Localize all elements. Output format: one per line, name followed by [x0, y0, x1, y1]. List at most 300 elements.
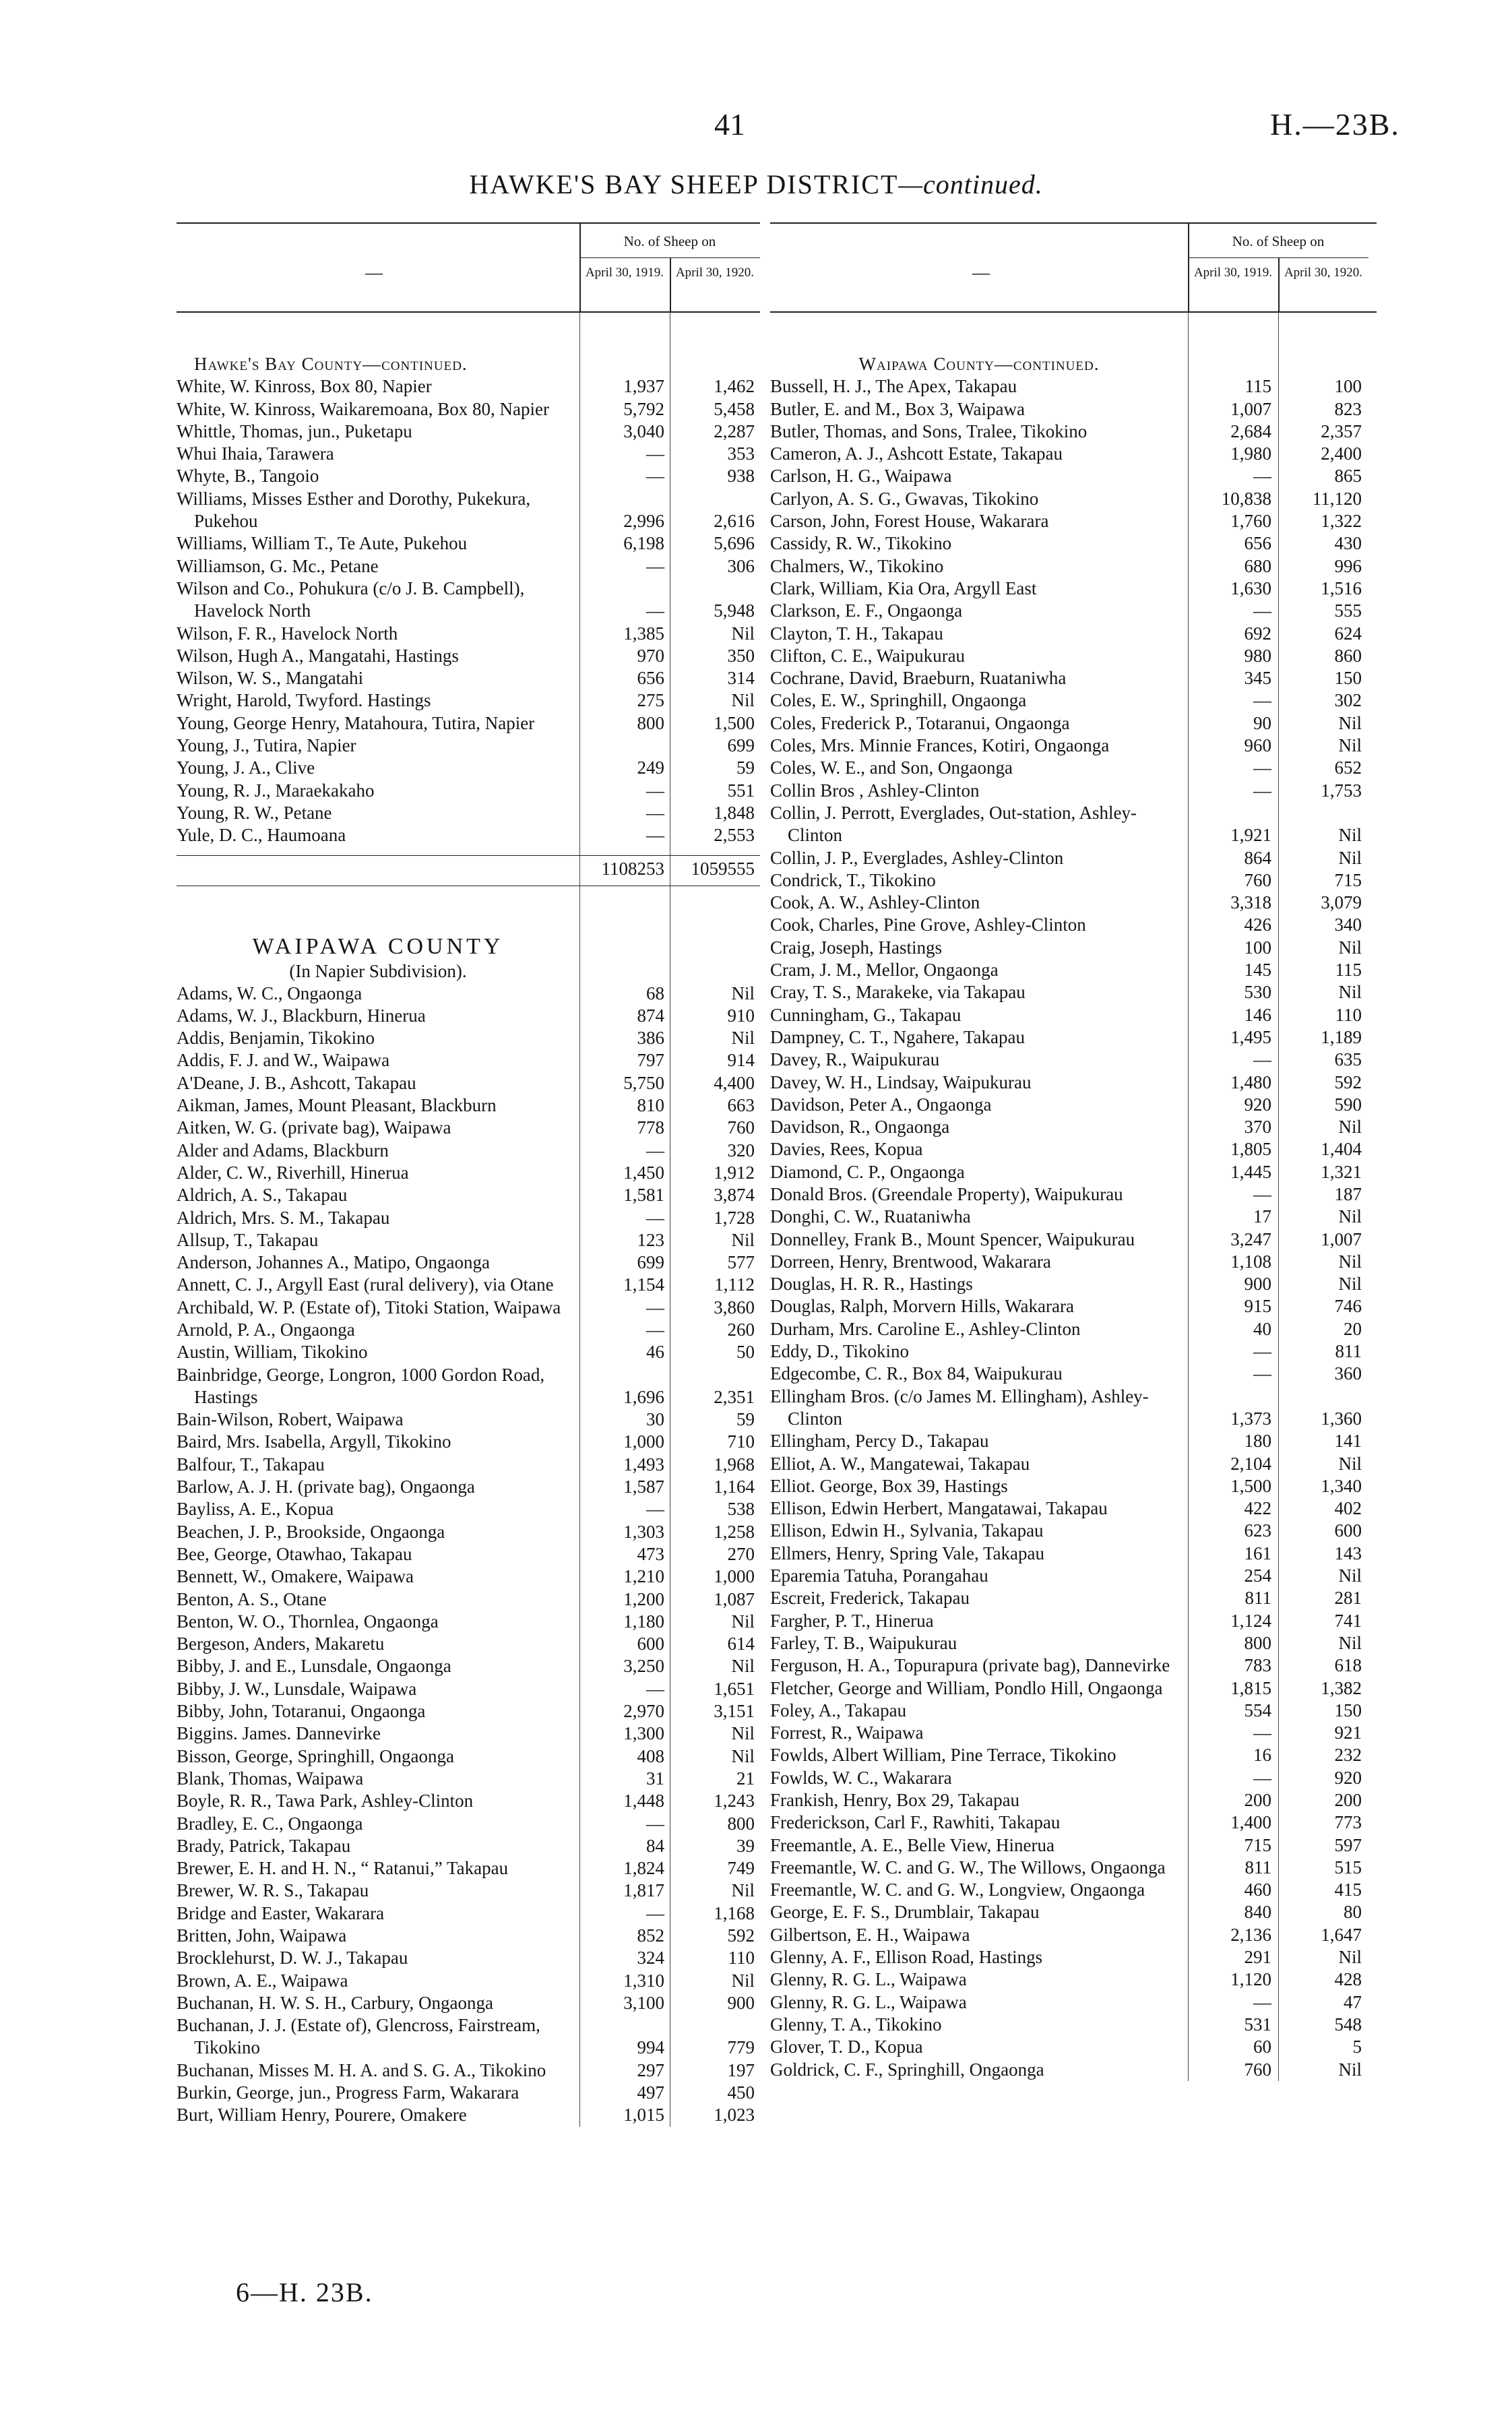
sheep-1919: 249 — [637, 757, 664, 778]
owner-name: Wright, Harold, Twyford. Hastings — [177, 690, 431, 711]
owner-name: Donghi, C. W., Ruataniwha — [770, 1206, 971, 1227]
owner-name: Edgecombe, C. R., Box 84, Waipukurau — [770, 1363, 1063, 1384]
sheep-1919: 460 — [1244, 1880, 1271, 1900]
sheep-1920: 5,948 — [714, 600, 755, 621]
sheep-1920: Nil — [731, 1028, 755, 1049]
table-row — [770, 398, 1377, 421]
table-row — [770, 981, 1377, 1003]
table-row — [177, 1970, 760, 1992]
owner-name: Cook, Charles, Pine Grove, Ashley-Clinton — [770, 914, 1086, 935]
owner-name: Chalmers, W., Tikokino — [770, 555, 944, 576]
owner-name: White, W. Kinross, Waikaremoana, Box 80, Napier — [177, 398, 549, 419]
owner-name: Bergeson, Anders, Makaretu — [177, 1634, 385, 1654]
section-title-waipawa: WAIPAWA COUNTY — [252, 933, 504, 959]
owner-name: Bee, George, Otawhao, Takapau — [177, 1543, 412, 1564]
sheep-1920: 551 — [727, 780, 755, 801]
owner-name: Foley, A., Takapau — [770, 1700, 907, 1720]
owner-name: Brewer, E. H. and H. N., “ Ratanui,” Takapau — [177, 1858, 509, 1879]
sheep-1920: 306 — [727, 555, 755, 576]
sheep-1919: — — [646, 1499, 664, 1520]
sheep-1919: 760 — [1244, 2059, 1271, 2080]
sheep-1920: 624 — [1334, 623, 1362, 644]
table-row — [770, 555, 1377, 578]
sheep-1919: 345 — [1244, 668, 1271, 689]
sheep-1919: 1,400 — [1230, 1812, 1271, 1833]
table-row — [770, 1632, 1377, 1654]
sheep-1920: 1,164 — [714, 1477, 755, 1497]
table-row — [177, 1341, 760, 1363]
sheep-1919: 1,373 — [1230, 1408, 1271, 1429]
sheep-1920: Nil — [731, 623, 755, 644]
table-row — [177, 1880, 760, 1902]
sheep-1920: Nil — [1338, 847, 1362, 868]
owner-name: Fowlds, Albert William, Pine Terrace, Tikokino — [770, 1745, 1116, 1766]
sheep-1919: — — [646, 780, 664, 801]
sheep-1919: — — [1253, 757, 1271, 778]
sheep-1919: 3,247 — [1230, 1229, 1271, 1249]
sheep-1920: 1,651 — [714, 1678, 755, 1699]
owner-name: Coles, Mrs. Minnie Frances, Kotiri, Ongaonga — [770, 735, 1110, 756]
sheep-1919: 1,805 — [1230, 1139, 1271, 1160]
left-header-dash: — — [365, 263, 383, 282]
sheep-1920: 260 — [727, 1319, 755, 1340]
table-row — [177, 1297, 760, 1319]
owner-name: Brewer, W. R. S., Takapau — [177, 1880, 369, 1901]
sheep-1919: 1,815 — [1230, 1677, 1271, 1698]
sheep-1919: 2,684 — [1230, 421, 1271, 441]
sheep-1920: 100 — [1334, 376, 1362, 397]
sheep-1920: 749 — [727, 1858, 755, 1879]
sheep-1920: 996 — [1334, 555, 1362, 576]
table-row — [177, 1184, 760, 1206]
table-row — [770, 1453, 1377, 1475]
table-row — [177, 2104, 760, 2126]
sheep-1919: 680 — [1244, 555, 1271, 576]
table-row — [177, 1094, 760, 1117]
owner-name: Bibby, J. and E., Lunsdale, Ongaonga — [177, 1656, 451, 1677]
owner-name: Goldrick, C. F., Springhill, Ongaonga — [770, 2059, 1044, 2080]
sheep-1920: 80 — [1344, 1902, 1362, 1923]
sheep-1920: 1,462 — [714, 376, 755, 397]
sheep-1920: Nil — [1338, 735, 1362, 756]
owner-name: Burt, William Henry, Pourere, Omakere — [177, 2105, 467, 2126]
owner-name: George, E. F. S., Drumblair, Takapau — [770, 1902, 1040, 1923]
sheep-1920: 1,382 — [1321, 1677, 1362, 1698]
left-rows — [177, 313, 760, 2127]
table-row — [770, 689, 1377, 712]
owner-name: Frankish, Henry, Box 29, Takapau — [770, 1790, 1020, 1810]
table-row — [770, 2036, 1377, 2058]
sheep-1920: 200 — [1334, 1790, 1362, 1810]
table-row — [770, 1049, 1377, 1071]
right-header-group: No. of Sheep on — [1232, 233, 1325, 249]
owner-name: Dorreen, Henry, Brentwood, Wakarara — [770, 1251, 1051, 1272]
owner-name: Cook, A. W., Ashley-Clinton — [770, 892, 980, 913]
owner-name: Eparemia Tatuha, Porangahau — [770, 1565, 988, 1586]
sheep-1920: 1,848 — [714, 802, 755, 823]
sheep-1920: 555 — [1334, 600, 1362, 621]
owner-name: Escreit, Frederick, Takapau — [770, 1588, 970, 1609]
owner-name: Biggins. James. Dannevirke — [177, 1723, 381, 1744]
sheep-1919: 1,300 — [623, 1723, 664, 1744]
owner-name: Ellison, Edwin Herbert, Mangatawai, Takapau — [770, 1498, 1108, 1519]
sheep-1920: 59 — [736, 1409, 755, 1430]
table-row — [177, 1454, 760, 1476]
sheep-1919: 1,480 — [1230, 1072, 1271, 1092]
sheep-1919: 760 — [1244, 869, 1271, 890]
table-row — [770, 1206, 1377, 1228]
sheep-1919: 426 — [1244, 914, 1271, 935]
left-column — [177, 222, 760, 2127]
sheep-1920: 1,500 — [714, 712, 755, 733]
sheep-1920: Nil — [731, 1611, 755, 1632]
owner-name: Davidson, R., Ongaonga — [770, 1117, 950, 1138]
owner-name: Brady, Patrick, Takapau — [177, 1835, 351, 1856]
sheep-1920: 515 — [1334, 1857, 1362, 1878]
sheep-1920: 415 — [1334, 1880, 1362, 1900]
sheep-1919: 1,587 — [623, 1477, 664, 1497]
sheep-1919: 30 — [646, 1409, 664, 1430]
owner-name: Bussell, H. J., The Apex, Takapau — [770, 376, 1017, 397]
owner-name: Annett, C. J., Argyll East (rural delivery), via Otane — [177, 1274, 554, 1295]
table-row — [770, 1677, 1377, 1700]
sheep-1919: — — [646, 1902, 664, 1923]
sheep-1919: 180 — [1244, 1431, 1271, 1452]
sheep-1919: 531 — [1244, 2014, 1271, 2035]
sheep-1920: 143 — [1334, 1543, 1362, 1563]
owner-name: Douglas, Ralph, Morvern Hills, Wakarara — [770, 1296, 1074, 1317]
owner-name: Ellingham Bros. (c/o James M. Ellingham), Ashley-Clinton — [770, 1386, 1149, 1429]
owner-name: Addis, F. J. and W., Waipawa — [177, 1050, 390, 1071]
table-row — [770, 1072, 1377, 1094]
owner-name: Adams, W. C., Ongaonga — [177, 983, 363, 1003]
sheep-1919: — — [1253, 1183, 1271, 1204]
owner-name: Clayton, T. H., Takapau — [770, 623, 943, 644]
table-row — [177, 1745, 760, 1768]
sheep-1920: 150 — [1334, 1700, 1362, 1720]
sheep-1920: Nil — [1338, 1206, 1362, 1227]
table-row — [177, 689, 760, 712]
owner-name: Bayliss, A. E., Kopua — [177, 1499, 334, 1520]
table-row — [770, 1116, 1377, 1138]
table-row — [770, 1497, 1377, 1520]
sheep-1919: 994 — [637, 2037, 664, 2058]
sheep-1920: 1,112 — [714, 1274, 755, 1295]
sheep-1919: — — [646, 1678, 664, 1699]
sheep-1919: 1,124 — [1230, 1610, 1271, 1631]
sheep-1919: 656 — [637, 668, 664, 689]
table-row — [770, 532, 1377, 555]
table-row — [177, 802, 760, 824]
table-row — [177, 667, 760, 689]
table-row — [177, 1364, 760, 1409]
table-row — [177, 1835, 760, 1857]
sheep-1919: 46 — [646, 1342, 664, 1363]
owner-name: Ellingham, Percy D., Takapau — [770, 1431, 989, 1452]
table-row — [770, 2059, 1377, 2081]
owner-name: Gilbertson, E. H., Waipawa — [770, 1924, 970, 1945]
table-row — [177, 2059, 760, 2082]
sheep-1919: 1,015 — [623, 2105, 664, 2126]
owner-name: Glenny, T. A., Tikokino — [770, 2014, 942, 2035]
hawkes-bay-list — [177, 375, 760, 846]
owner-name: Glenny, A. F., Ellison Road, Hastings — [770, 1947, 1043, 1968]
table-row — [770, 1722, 1377, 1744]
table-row — [177, 488, 760, 533]
sheep-1919: 84 — [646, 1835, 664, 1856]
sheep-1920: 59 — [736, 757, 755, 778]
owner-name: Bain-Wilson, Robert, Waipawa — [177, 1409, 404, 1430]
owner-name: Elliot, A. W., Mangatewai, Takapau — [770, 1453, 1030, 1474]
table-row — [770, 1340, 1377, 1363]
sheep-1919: 123 — [637, 1229, 664, 1250]
owner-name: Anderson, Johannes A., Matipo, Ongaonga — [177, 1252, 490, 1273]
table-row — [177, 1117, 760, 1139]
owner-name: Davies, Rees, Kopua — [770, 1139, 923, 1160]
owner-name: Freemantle, W. C. and G. W., Longview, Ongaonga — [770, 1880, 1145, 1900]
sheep-1919: 291 — [1244, 1947, 1271, 1968]
table-row — [177, 443, 760, 465]
sheep-1920: 1,007 — [1321, 1229, 1362, 1249]
sheep-1919: 554 — [1244, 1700, 1271, 1720]
sheep-1920: 187 — [1334, 1183, 1362, 1204]
owner-name: Ferguson, H. A., Topurapura (private bag), Dannevirke — [770, 1655, 1170, 1676]
owner-name: Cassidy, R. W., Tikokino — [770, 533, 952, 554]
sheep-1920: 1,647 — [1321, 1924, 1362, 1945]
sheep-1920: 115 — [1335, 960, 1362, 981]
table-row — [770, 1811, 1377, 1834]
owner-name: Durham, Mrs. Caroline E., Ashley-Clinton — [770, 1318, 1081, 1339]
table-row — [770, 1430, 1377, 1452]
sheep-1919: 783 — [1244, 1655, 1271, 1676]
sheep-1920: 746 — [1334, 1296, 1362, 1317]
table-row — [177, 1229, 760, 1251]
table-row — [770, 1991, 1377, 2014]
sheep-1920: Nil — [1338, 937, 1362, 958]
sheep-1920: 350 — [727, 645, 755, 666]
sheep-1919: 1,937 — [623, 376, 664, 397]
owner-name: Diamond, C. P., Ongaonga — [770, 1161, 965, 1182]
owner-name: Coles, E. W., Springhill, Ongaonga — [770, 690, 1027, 711]
sheep-1919: 874 — [637, 1005, 664, 1026]
sheep-1919: 3,100 — [623, 1992, 664, 2013]
sheep-1920: Nil — [1338, 1565, 1362, 1586]
sheep-1920: 110 — [1335, 1004, 1362, 1025]
sheep-1920: 652 — [1334, 757, 1362, 778]
owner-name: Alder and Adams, Blackburn — [177, 1140, 389, 1160]
sheep-1919: 900 — [1244, 1274, 1271, 1295]
owner-name: Cameron, A. J., Ashcott Estate, Takapau — [770, 443, 1063, 464]
waipawa-list-right — [770, 375, 1377, 2081]
sheep-1920: Nil — [1338, 1453, 1362, 1474]
sheep-1919: — — [646, 1140, 664, 1160]
owner-name: Carlyon, A. S. G., Gwavas, Tikokino — [770, 488, 1039, 509]
sheep-1919: 800 — [1244, 1632, 1271, 1653]
owner-name: Bibby, J. W., Lunsdale, Waipawa — [177, 1678, 417, 1699]
table-row — [770, 1968, 1377, 1991]
table-row — [770, 1138, 1377, 1160]
table-row — [770, 1565, 1377, 1587]
owner-name: Craig, Joseph, Hastings — [770, 937, 942, 958]
sheep-1920: 1,728 — [714, 1207, 755, 1228]
table-row — [770, 1879, 1377, 1901]
sheep-1920: 314 — [727, 668, 755, 689]
sheep-1919: 852 — [637, 1925, 664, 1946]
owner-name: Carson, John, Forest House, Wakarara — [770, 511, 1049, 532]
sheep-1920: 699 — [727, 735, 755, 756]
owner-name: Aldrich, Mrs. S. M., Takapau — [177, 1207, 390, 1228]
table-row — [177, 1857, 760, 1880]
sheep-1920: 663 — [727, 1095, 755, 1116]
sheep-1919: 1,303 — [623, 1521, 664, 1542]
sheep-1919: 692 — [1244, 623, 1271, 644]
owner-name: Austin, William, Tikokino — [177, 1342, 368, 1363]
table-row — [177, 1072, 760, 1094]
owner-name: Davey, R., Waipukurau — [770, 1049, 940, 1070]
sheep-1920: 741 — [1334, 1610, 1362, 1631]
table-row — [177, 1476, 760, 1498]
sheep-1919: 200 — [1244, 1790, 1271, 1810]
sheep-1920: 428 — [1334, 1969, 1362, 1990]
sheep-1919: — — [646, 1297, 664, 1317]
table-row — [770, 1520, 1377, 1542]
sheep-1920: 710 — [727, 1431, 755, 1452]
sheep-1919: 1,120 — [1230, 1969, 1271, 1990]
table-row — [177, 645, 760, 667]
table-row — [770, 1318, 1377, 1340]
sheep-1920: 2,553 — [714, 825, 755, 846]
owner-name: Collin, J. P., Everglades, Ashley-Clinton — [770, 847, 1064, 868]
owner-name: Alder, C. W., Riverhill, Hinerua — [177, 1162, 409, 1183]
sheep-1919: 980 — [1244, 645, 1271, 666]
sheep-1919: 970 — [637, 645, 664, 666]
table-row — [770, 443, 1377, 465]
right-header-col2: April 30, 1920. — [1284, 266, 1363, 280]
sheep-1920: 592 — [727, 1925, 755, 1946]
sheep-1920: 2,400 — [1321, 443, 1362, 464]
owner-name: Baird, Mrs. Isabella, Argyll, Tikokino — [177, 1431, 451, 1452]
sheep-1919: 1,824 — [623, 1858, 664, 1879]
sheep-1920: Nil — [1338, 1947, 1362, 1968]
sheep-1919: 2,970 — [623, 1701, 664, 1722]
sheep-1920: 1,000 — [714, 1566, 755, 1587]
sheep-1919: 778 — [637, 1117, 664, 1138]
waipawa-list-left — [177, 983, 760, 2127]
table-row — [177, 555, 760, 578]
sheep-1919: 1,445 — [1230, 1161, 1271, 1182]
table-row — [177, 421, 760, 443]
sheep-1920: 302 — [1334, 690, 1362, 711]
table-row — [177, 757, 760, 779]
sheep-1920: 150 — [1334, 668, 1362, 689]
owner-name: Young, George Henry, Matahoura, Tutira, Napier — [177, 712, 535, 733]
sheep-1920: 450 — [727, 2082, 755, 2103]
table-row — [177, 1611, 760, 1633]
sheep-1920: 811 — [1335, 1341, 1362, 1362]
sheep-1920: 1,968 — [714, 1454, 755, 1475]
owner-name: Freemantle, A. E., Belle View, Hinerua — [770, 1834, 1055, 1855]
sheep-1919: 2,104 — [1230, 1453, 1271, 1474]
owner-name: Benton, A. S., Otane — [177, 1588, 327, 1609]
table-row — [177, 1588, 760, 1611]
owner-name: Aikman, James, Mount Pleasant, Blackburn — [177, 1095, 497, 1116]
table-row — [770, 465, 1377, 487]
sheep-1920: Nil — [1338, 1632, 1362, 1653]
sheep-1920: 1,912 — [714, 1162, 755, 1183]
owner-name: Yule, D. C., Haumoana — [177, 825, 346, 846]
sheep-1920: 860 — [1334, 645, 1362, 666]
table-row — [177, 780, 760, 802]
owner-name: Bibby, John, Totaranui, Ongaonga — [177, 1701, 426, 1722]
owner-name: Glover, T. D., Kopua — [770, 2037, 923, 2057]
right-column — [770, 222, 1377, 2081]
sheep-1920: 232 — [1334, 1745, 1362, 1766]
sheep-1920: 635 — [1334, 1049, 1362, 1070]
table-row — [770, 421, 1377, 443]
sheep-1919: 530 — [1244, 982, 1271, 1003]
table-row — [177, 1274, 760, 1296]
owner-name: Young, R. J., Maraekakaho — [177, 780, 375, 801]
table-row — [770, 780, 1377, 802]
table-row — [177, 1251, 760, 1274]
table-row — [770, 1857, 1377, 1879]
sheep-1920: Nil — [731, 690, 755, 711]
owner-name: Wilson, F. R., Havelock North — [177, 623, 398, 644]
sheep-1920: 618 — [1334, 1655, 1362, 1676]
sheep-1920: 2,357 — [1321, 421, 1362, 441]
table-row — [177, 375, 760, 398]
table-row — [770, 510, 1377, 532]
owner-name: Collin, J. Perrott, Everglades, Out-station, Ashley-Clinton — [770, 802, 1137, 846]
owner-name: Bisson, George, Springhill, Ongaonga — [177, 1745, 454, 1766]
sheep-1920: Nil — [731, 1656, 755, 1677]
sheep-1919: 5,750 — [623, 1072, 664, 1093]
table-row — [770, 1654, 1377, 1677]
sheep-1919: 715 — [1244, 1834, 1271, 1855]
sheep-1920: 3,860 — [714, 1297, 755, 1317]
owner-name: Butler, E. and M., Box 3, Waipawa — [770, 398, 1025, 419]
owner-name: Farley, T. B., Waipukurau — [770, 1632, 957, 1653]
sheep-1919: 1,500 — [1230, 1475, 1271, 1496]
footer-reference: 6—H. 23B. — [236, 2277, 373, 2307]
owner-name: Cram, J. M., Mellor, Ongaonga — [770, 960, 999, 981]
table-row — [177, 578, 760, 623]
sheep-1920: 592 — [1334, 1072, 1362, 1092]
sheep-1919: 324 — [637, 1948, 664, 1968]
sheep-1920: 920 — [1334, 1767, 1362, 1788]
sheep-1919: 699 — [637, 1252, 664, 1273]
total-1919: 1108253 — [601, 858, 664, 879]
left-header-col1: April 30, 1919. — [585, 266, 664, 280]
sheep-1919: 254 — [1244, 1565, 1271, 1586]
sheep-1919: 1,007 — [1230, 398, 1271, 419]
table-row — [770, 1767, 1377, 1789]
sheep-1919: 145 — [1244, 960, 1271, 981]
sheep-1920: 110 — [728, 1948, 755, 1968]
sheep-1919: 31 — [646, 1768, 664, 1789]
sheep-1920: 141 — [1334, 1431, 1362, 1452]
sheep-1919: 1,581 — [623, 1185, 664, 1206]
owner-name: Cunningham, G., Takapau — [770, 1004, 962, 1025]
right-rows — [770, 313, 1377, 2081]
table-row — [177, 1790, 760, 1812]
table-row — [770, 600, 1377, 622]
table-row — [770, 937, 1377, 959]
table-row — [177, 1565, 760, 1588]
sheep-1920: Nil — [731, 1745, 755, 1766]
sheep-1919: 1,760 — [1230, 511, 1271, 532]
owner-name: Coles, W. E., and Son, Ongaonga — [770, 757, 1013, 778]
